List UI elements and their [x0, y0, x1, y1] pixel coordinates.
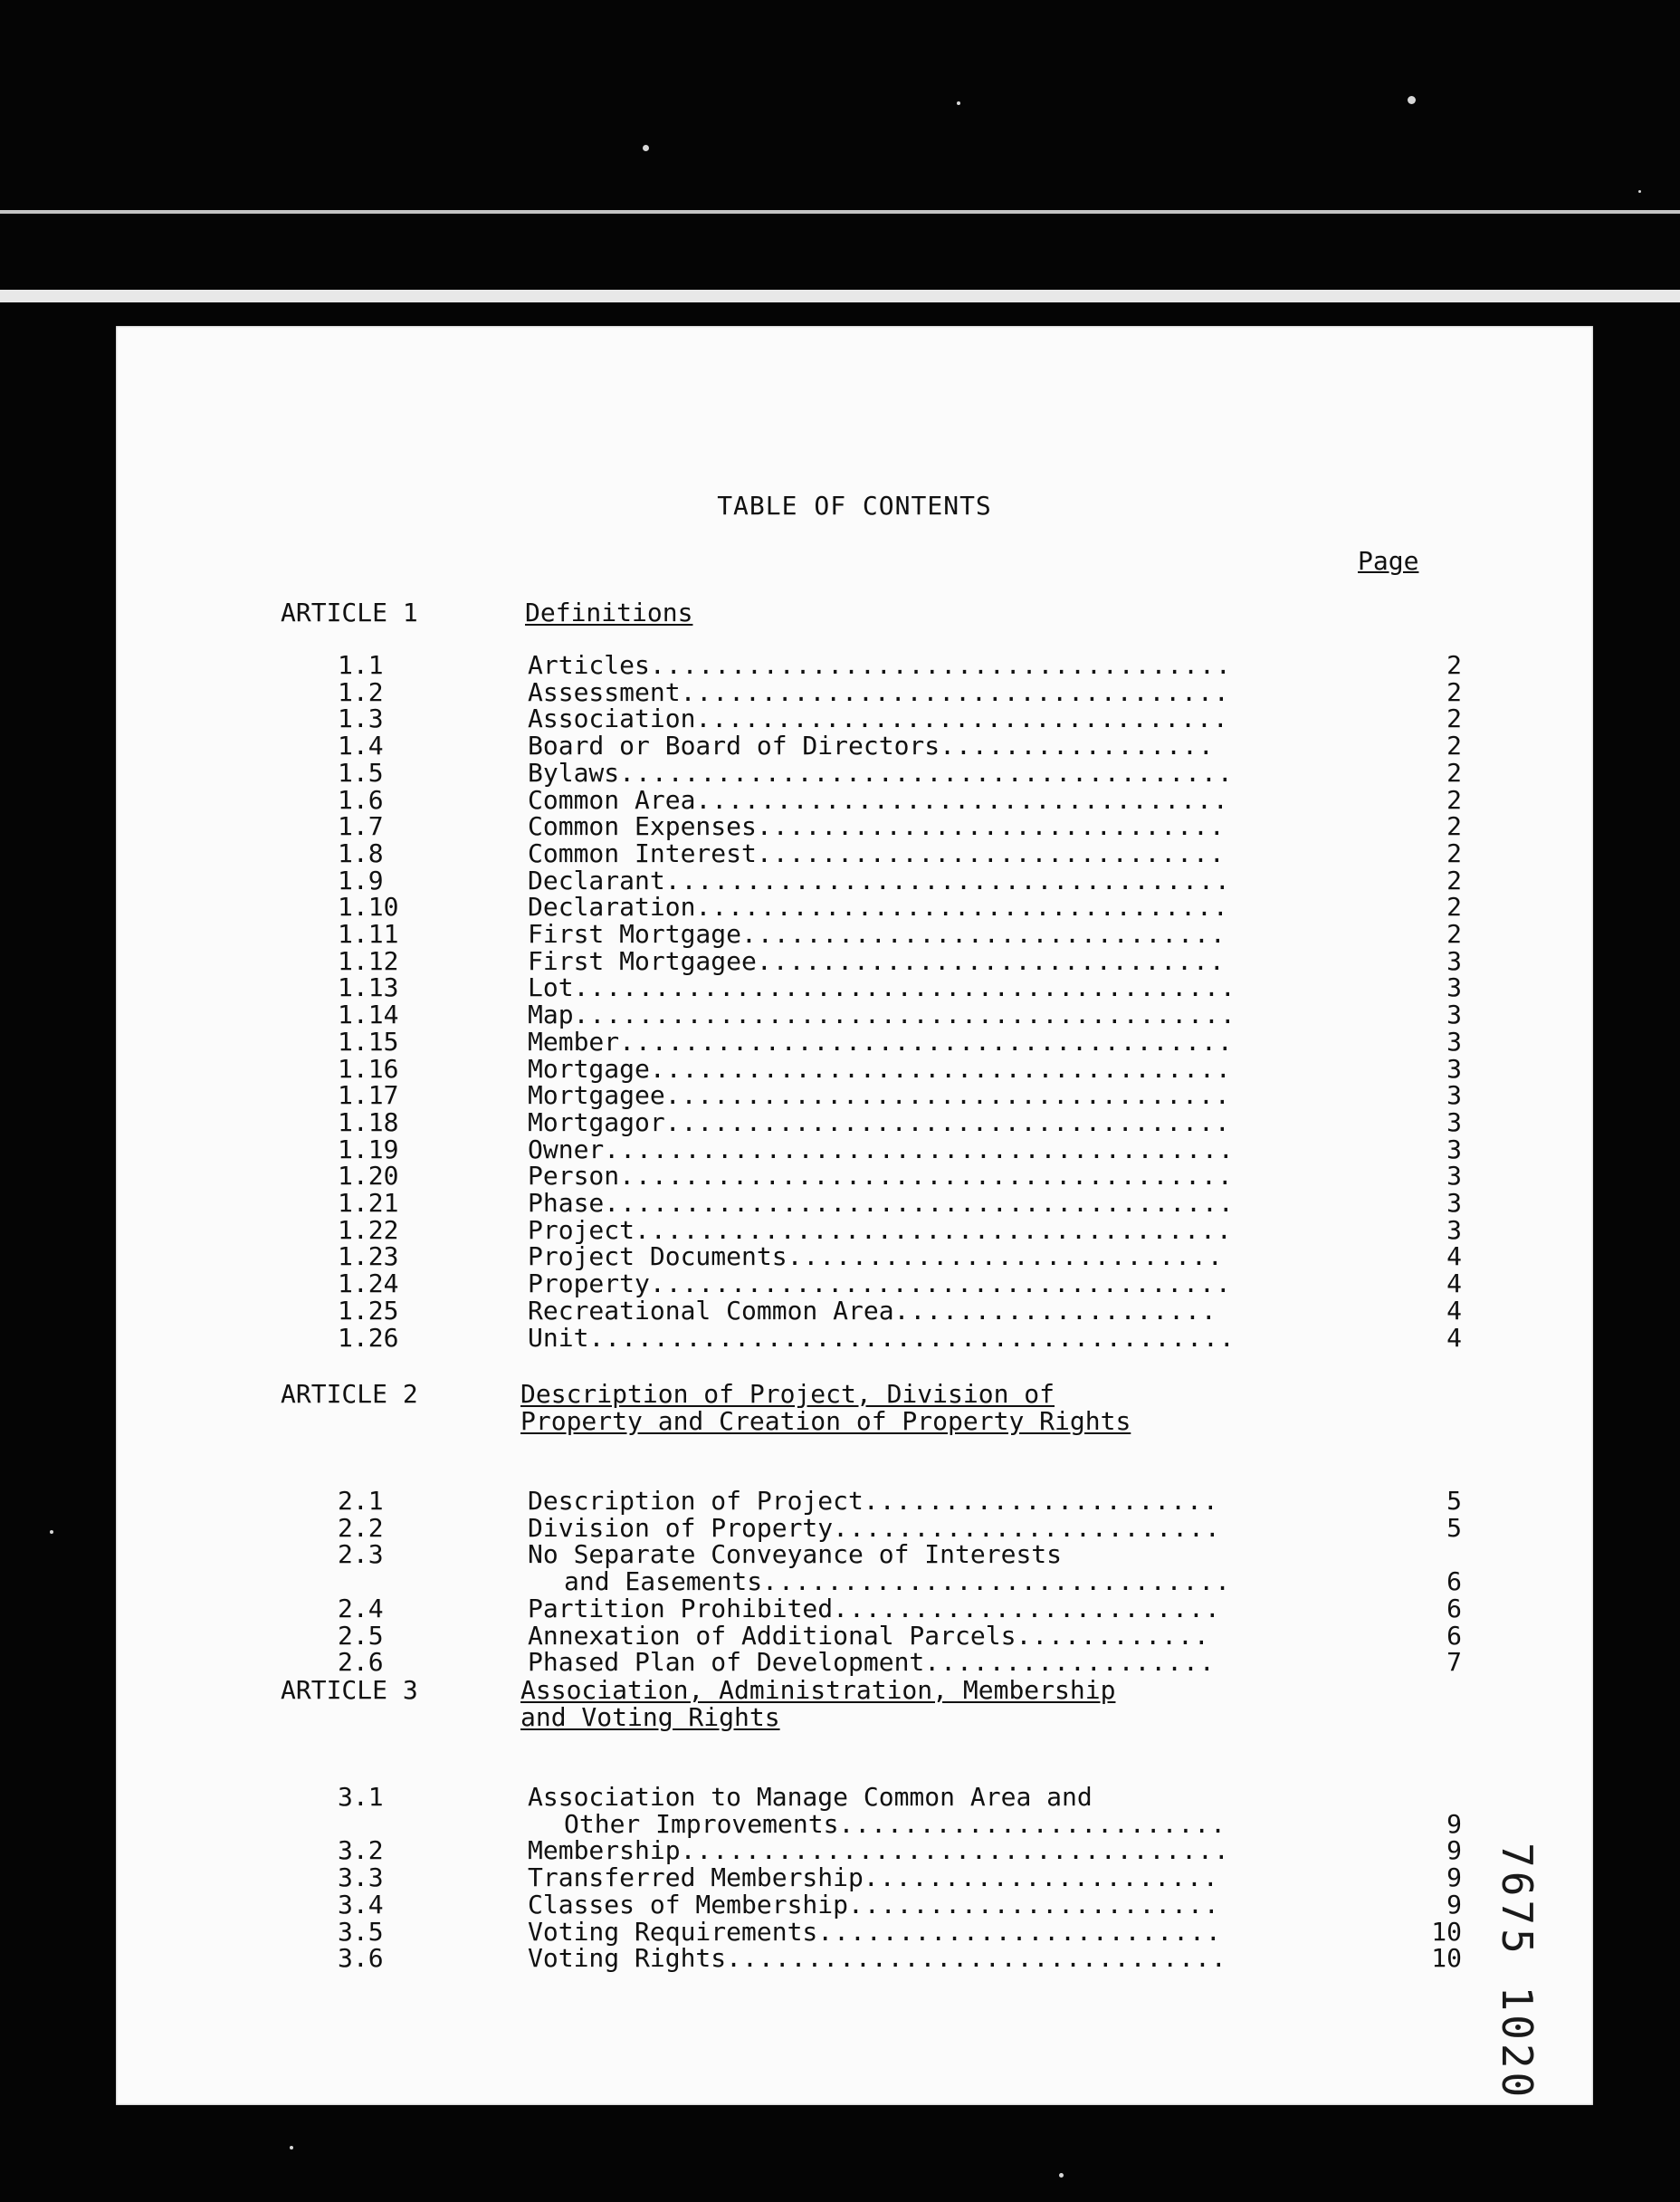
section-title-text: Mortgagee [528, 1080, 665, 1111]
page-number: 3 [1446, 945, 1462, 976]
section-number: 1.4 [338, 731, 384, 761]
page-number: 3 [1446, 1000, 1462, 1030]
dot-leader: ...................................... [619, 1161, 1234, 1192]
section-title-text: Articles [528, 650, 650, 680]
dot-leader: ............................. [756, 811, 1226, 842]
section-title [528, 840, 1270, 867]
dot-leader: ......................................... [573, 972, 1236, 1003]
section-number: 1.23 [338, 1241, 399, 1272]
section-number: 1.3 [338, 704, 384, 734]
section-title-line [528, 1620, 1270, 1651]
page-number: 2 [1446, 838, 1462, 868]
dot-leader: .................................... [649, 1269, 1232, 1299]
section-title-text: Voting Requirements [528, 1916, 818, 1947]
section-title-line [528, 1837, 1270, 1864]
section-number: 1.1 [338, 650, 384, 680]
page-number: 4 [1446, 1269, 1462, 1299]
page-number: 6 [1446, 1566, 1462, 1597]
page-number: 3 [1446, 1026, 1462, 1057]
section-number: 1.7 [338, 811, 384, 842]
section-number: 3.6 [338, 1943, 384, 1974]
page-number: 4 [1446, 1322, 1462, 1353]
dot-leader: ......................... [817, 1916, 1222, 1947]
section-title-line [528, 705, 1270, 732]
section-title [528, 1270, 1270, 1297]
page-number: 10 [1431, 1943, 1462, 1974]
section-title-line [528, 1891, 1270, 1919]
section-title-line [528, 867, 1270, 895]
dot-leader: ....................................... [604, 1188, 1235, 1218]
page-number: 2 [1446, 919, 1462, 949]
section-title-text: Description of Project [528, 1486, 864, 1516]
section-title-text: Map [528, 1000, 574, 1030]
section-title-line [528, 1270, 1270, 1297]
dot-leader: .................. [924, 1647, 1216, 1678]
section-title-text: Unit [528, 1322, 589, 1353]
section-title-line [528, 1243, 1270, 1270]
section-title-text: First Mortgagee [528, 945, 757, 976]
dot-leader: ................................. [695, 784, 1229, 815]
page-number: 9 [1446, 1862, 1462, 1893]
section-title-line [528, 1595, 1270, 1623]
page-number: 9 [1446, 1835, 1462, 1866]
section-number: 3.5 [338, 1916, 384, 1947]
dot-leader: ................................... [664, 1106, 1231, 1137]
dot-leader: ...................... [863, 1862, 1219, 1893]
dot-leader: ........................ [833, 1512, 1221, 1543]
section-title-text: Bylaws [528, 757, 620, 788]
section-title-text: Declaration [528, 892, 696, 923]
dot-leader: .............................. [741, 919, 1227, 949]
section-title [528, 705, 1270, 732]
section-title [528, 1297, 1270, 1325]
section-title [528, 1864, 1270, 1891]
section-number: 1.24 [338, 1269, 399, 1299]
section-title-text: Other Improvements [564, 1809, 839, 1839]
page-number: 4 [1446, 1295, 1462, 1326]
section-number: 1.14 [338, 1000, 399, 1030]
section-title-line [528, 1488, 1270, 1515]
scan-edge-line [0, 210, 1680, 214]
dot-leader: ....................................... [604, 1134, 1235, 1164]
section-title-line [528, 1163, 1270, 1190]
section-title-text: Owner [528, 1134, 605, 1164]
section-title-text: Association [528, 704, 696, 734]
section-title-line [528, 1297, 1270, 1325]
dot-leader: ....................... [848, 1889, 1220, 1920]
page-number: 10 [1431, 1916, 1462, 1947]
section-number: 1.21 [338, 1188, 399, 1218]
article-title: Description of Project, Division of [520, 1379, 1055, 1409]
section-number: 1.10 [338, 892, 399, 923]
section-title-text: Mortgagor [528, 1106, 665, 1137]
section-number: 1.6 [338, 784, 384, 815]
dot-leader: .................... [893, 1295, 1217, 1326]
section-title-text: Common Area [528, 784, 696, 815]
section-title [528, 1620, 1270, 1651]
section-title [528, 1053, 1270, 1084]
section-title-text: Recreational Common Area [528, 1295, 894, 1326]
section-number: 1.8 [338, 838, 384, 868]
section-title [528, 1541, 1270, 1595]
section-title-text: Division of Property [528, 1512, 834, 1543]
section-number: 1.5 [338, 757, 384, 788]
section-title-text: Phased Plan of Development [528, 1647, 925, 1678]
section-title-text: Project Documents [528, 1241, 788, 1272]
dot-leader: ............................. [756, 838, 1226, 868]
dot-leader: ...................................... [619, 757, 1234, 788]
dot-leader: ...................... [863, 1486, 1219, 1516]
section-number: 3.3 [338, 1862, 384, 1893]
dot-leader: ...................................... [619, 1026, 1234, 1057]
section-number: 1.15 [338, 1026, 399, 1057]
section-title-line [528, 1864, 1270, 1891]
section-title-line [528, 1649, 1270, 1676]
dot-leader: ................. [940, 731, 1215, 761]
dot-leader: ............ [1016, 1620, 1210, 1651]
dot-leader: .................................. [680, 1835, 1230, 1866]
section-title [528, 945, 1270, 976]
section-title-line [528, 840, 1270, 867]
section-number: 1.17 [338, 1080, 399, 1111]
section-title-line [528, 1811, 1270, 1838]
section-title [528, 652, 1270, 679]
section-number: 1.2 [338, 676, 384, 707]
section-number: 1.9 [338, 865, 384, 895]
section-number: 1.12 [338, 945, 399, 976]
page-number: 6 [1446, 1620, 1462, 1651]
article-title: Association, Administration, Membership [520, 1675, 1116, 1705]
section-number: 2.5 [338, 1620, 384, 1651]
document-title: TABLE OF CONTENTS [717, 491, 992, 521]
side-stamp: 7675 1020 [1493, 1843, 1542, 2101]
page-number: 2 [1446, 731, 1462, 761]
section-title-text: No Separate Conveyance of Interests [528, 1539, 1063, 1570]
document-page [116, 326, 1593, 2105]
section-title [528, 1945, 1270, 1972]
section-title-line [528, 1512, 1270, 1543]
section-title-text: Classes of Membership [528, 1889, 849, 1920]
page-number: 2 [1446, 892, 1462, 923]
section-title [528, 974, 1270, 1001]
article-number: ARTICLE 3 [281, 1675, 418, 1705]
section-title [528, 1891, 1270, 1919]
page-number: 4 [1446, 1241, 1462, 1272]
section-title-text: Membership [528, 1835, 681, 1866]
section-number: 2.1 [338, 1486, 384, 1516]
page-number: 3 [1446, 1214, 1462, 1245]
section-number: 1.25 [338, 1295, 399, 1326]
section-title [528, 1026, 1270, 1057]
section-title [528, 894, 1270, 921]
page-number: 2 [1446, 650, 1462, 680]
section-title [528, 867, 1270, 895]
section-title [528, 1837, 1270, 1864]
article-title: and Voting Rights [520, 1701, 780, 1732]
section-title-text: Annexation of Additional Parcels [528, 1620, 1017, 1651]
section-title-text: Assessment [528, 676, 681, 707]
section-title [528, 1512, 1270, 1543]
section-title [528, 1136, 1270, 1163]
section-title [528, 1243, 1270, 1270]
section-number: 1.26 [338, 1322, 399, 1353]
section-title-text: Voting Rights [528, 1943, 727, 1974]
section-title [528, 1190, 1270, 1217]
article-title: Property and Creation of Property Rights [520, 1405, 1131, 1436]
page-number: 5 [1446, 1512, 1462, 1543]
article-number: ARTICLE 1 [281, 598, 418, 627]
section-title-line [528, 1322, 1270, 1353]
section-title-line [528, 1214, 1270, 1245]
dot-leader: ............................. [756, 945, 1226, 976]
section-title-text: Project [528, 1214, 635, 1245]
section-title-text: Transferred Membership [528, 1862, 864, 1893]
dot-leader: ............................. [762, 1566, 1232, 1597]
section-title-text: Partition Prohibited [528, 1593, 834, 1623]
section-title-line [528, 974, 1270, 1001]
scan-edge-band [0, 290, 1680, 302]
section-title-line [528, 732, 1270, 760]
section-title-line [528, 1136, 1270, 1163]
section-title-line [528, 945, 1270, 976]
section-title-text: and Easements [564, 1566, 763, 1597]
page-number: 5 [1446, 1486, 1462, 1516]
page-number: 2 [1446, 704, 1462, 734]
dot-leader: ........................................ [588, 1322, 1236, 1353]
page-number: 3 [1446, 1134, 1462, 1164]
section-title-text: Declarant [528, 865, 665, 895]
dot-leader: ................................... [664, 865, 1231, 895]
section-title-line [528, 757, 1270, 788]
dot-leader: ......................................... [573, 1000, 1236, 1030]
section-number: 2.3 [338, 1539, 384, 1570]
section-number: 1.13 [338, 972, 399, 1003]
section-title-line [528, 1784, 1270, 1811]
section-title [528, 757, 1270, 788]
section-title [528, 1001, 1270, 1029]
page-number: 3 [1446, 1188, 1462, 1218]
dot-leader: ........................ [833, 1593, 1221, 1623]
section-title [528, 1106, 1270, 1137]
section-title-text: Common Expenses [528, 811, 757, 842]
dot-leader: ............................... [726, 1943, 1227, 1974]
section-title-line [528, 676, 1270, 707]
section-title-line [528, 921, 1270, 948]
section-title-line [528, 813, 1270, 840]
section-number: 1.22 [338, 1214, 399, 1245]
dot-leader: ..................................... [635, 1214, 1233, 1245]
section-number: 1.11 [338, 919, 399, 949]
section-number: 3.1 [338, 1782, 384, 1812]
section-title-text: Board or Board of Directors [528, 731, 940, 761]
section-number: 2.2 [338, 1512, 384, 1543]
dot-leader: .................................. [680, 676, 1230, 707]
page-number: 7 [1446, 1647, 1462, 1678]
section-title [528, 1595, 1270, 1623]
section-title-line [528, 1106, 1270, 1137]
section-title-text: First Mortgage [528, 919, 742, 949]
section-title [528, 1322, 1270, 1353]
page-number: 2 [1446, 676, 1462, 707]
section-number: 3.4 [338, 1889, 384, 1920]
section-title [528, 1784, 1270, 1838]
section-title [528, 1214, 1270, 1245]
page-number: 3 [1446, 1080, 1462, 1111]
section-number: 1.18 [338, 1106, 399, 1137]
section-title-text: Mortgage [528, 1053, 650, 1084]
dot-leader: .................................... [649, 650, 1232, 680]
section-title-line [528, 784, 1270, 815]
section-title-line [528, 1190, 1270, 1217]
dot-leader: ........................ [838, 1809, 1227, 1839]
page-number: 9 [1446, 1808, 1462, 1839]
dot-leader: ................................. [695, 892, 1229, 923]
section-title-line [528, 1001, 1270, 1029]
section-title-line [528, 1945, 1270, 1972]
section-title-line [528, 652, 1270, 679]
page-number: 3 [1446, 1053, 1462, 1084]
section-title [528, 1082, 1270, 1109]
section-title-line [528, 1026, 1270, 1057]
section-title-text: Common Interest [528, 838, 757, 868]
section-title-line [528, 1916, 1270, 1947]
page-number: 9 [1446, 1889, 1462, 1920]
section-title-line [528, 1082, 1270, 1109]
section-title [528, 784, 1270, 815]
section-title [528, 921, 1270, 948]
section-title-line [528, 1053, 1270, 1084]
section-title [528, 1649, 1270, 1676]
section-title [528, 676, 1270, 707]
page-number: 3 [1446, 972, 1462, 1003]
page-number: 3 [1446, 1161, 1462, 1192]
dot-leader: ................................. [695, 704, 1229, 734]
section-title [528, 1916, 1270, 1947]
section-title-line [528, 1541, 1270, 1568]
section-title-text: Property [528, 1269, 650, 1299]
section-title-line [528, 1568, 1270, 1595]
section-number: 1.20 [338, 1161, 399, 1192]
dot-leader: ................................... [664, 1080, 1231, 1111]
section-number: 2.4 [338, 1593, 384, 1623]
section-title-text: Member [528, 1026, 620, 1057]
section-number: 1.19 [338, 1134, 399, 1164]
section-title-text: Lot [528, 972, 574, 1003]
section-title [528, 732, 1270, 760]
section-number: 3.2 [338, 1835, 384, 1866]
section-title-text: Association to Manage Common Area and [528, 1782, 1093, 1812]
section-title [528, 813, 1270, 840]
section-title-text: Phase [528, 1188, 605, 1218]
section-title-text: Person [528, 1161, 620, 1192]
page-number: 2 [1446, 865, 1462, 895]
article-title: Definitions [525, 598, 693, 627]
page-number: 2 [1446, 811, 1462, 842]
section-title [528, 1488, 1270, 1515]
page-number: 2 [1446, 757, 1462, 788]
page-number: 6 [1446, 1593, 1462, 1623]
section-number: 2.6 [338, 1647, 384, 1678]
article-number: ARTICLE 2 [281, 1379, 418, 1409]
page-number: 2 [1446, 784, 1462, 815]
section-title-line [528, 894, 1270, 921]
page-number: 3 [1446, 1106, 1462, 1137]
section-title [528, 1163, 1270, 1190]
dot-leader: .................................... [649, 1053, 1232, 1084]
page-column-header: Page [1358, 546, 1419, 576]
section-number: 1.16 [338, 1053, 399, 1084]
dot-leader: ........................... [787, 1241, 1224, 1272]
